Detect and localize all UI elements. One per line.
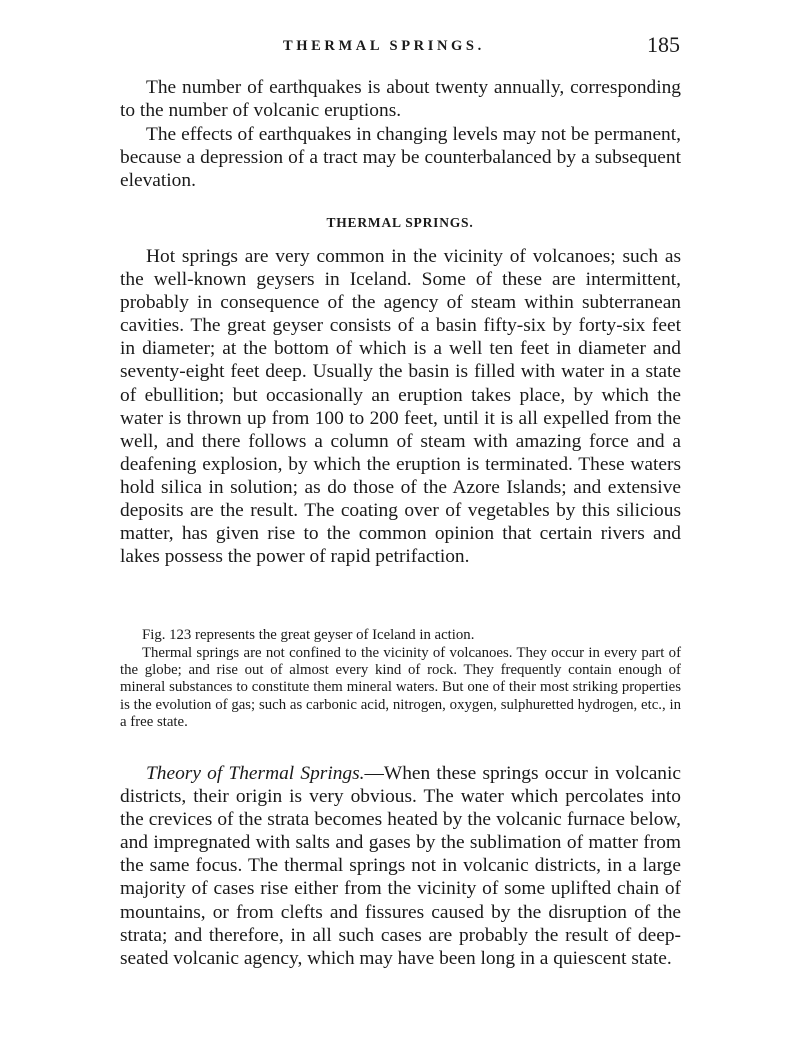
paragraph-hot-springs: Hot springs are very common in the vicinity of volcanoes; such as the well-known geysers in Iceland. Some of these are intermittent, probably in consequence of the agency of steam within subterranean cavities. The great geyser consists of a basin fifty-six by forty-six feet in diameter; at the bottom of which is a well ten feet in diameter and seventy-eight feet deep. Usually the basin is filled with water in a state of ebullition; but occasionally an eruption takes place, by which the water is thrown up from 100 to 200 feet, until it is all expelled from the well, and there follows a column of steam with amazing force and a deafening explosion, by which the eruption is terminated. These waters hold silica in solution; as do those of the Azore Islands; and extensive deposits are the result. The coating over of vegetables by this silicious matter, has given rise to the common opinion that certain rivers and lakes possess the power of rapid petrifaction. <box>120 246 681 568</box>
section-title: THERMAL SPRINGS. <box>326 215 474 230</box>
paragraph-theory <box>120 762 681 970</box>
running-head: THERMAL SPRINGS. <box>283 38 485 54</box>
theory-title: Theory of Thermal Springs. <box>146 763 365 784</box>
theory-text: —When these springs occur in volcanic districts, their origin is very obvious. The water which percolates into the crevices of the strata becomes heated by the volcanic furnace below, and impregnated with salts and gases by the sublimation of matter from the same focus. The thermal springs not in volcanic districts, in a large majority of cases rise either from the vicinity of some uplifted chain of mountains, or from clefts and fissures caused by the disruption of the strata; and therefore, in all such cases are probably the result of deep-seated volcanic agency, which may have been long in a quiescent state. <box>120 763 681 969</box>
page-number: 185 <box>647 32 680 57</box>
paragraph-earthquakes-effects: The effects of earthquakes in changing levels may not be permanent, because a depression of a tract may be counterbalanced by a subsequent elevation. <box>120 124 681 192</box>
page-header <box>120 30 680 60</box>
note-thermal-springs: Thermal springs are not confined to the vicinity of volcanoes. They occur in every part of the globe; and rise out of almost every kind of rock. They frequently contain enough of mineral substances to constitute them mineral waters. But one of their most striking properties is the evolution of gas; such as carbonic acid, nitrogen, oxygen, sulphuretted hydrogen, etc., in a free state. <box>120 645 681 730</box>
paragraph-earthquakes-number: The number of earthquakes is about twenty annually, corresponding to the number of volcanic eruptions. <box>120 77 681 122</box>
figure-caption: Fig. 123 represents the great geyser of Iceland in action. <box>142 627 475 643</box>
